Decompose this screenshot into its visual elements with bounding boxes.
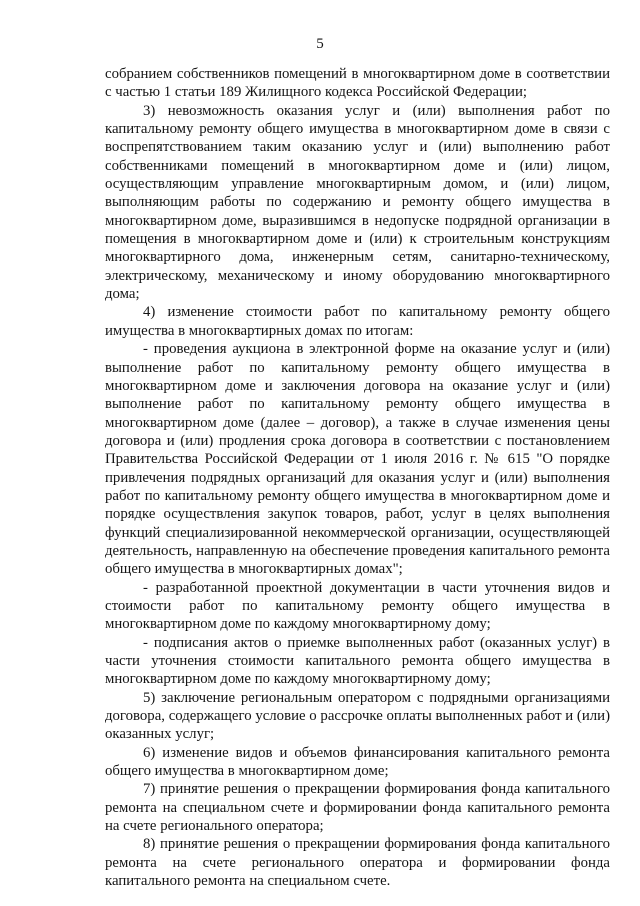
paragraph-subitem-acceptance-acts: - подписания актов о приемке выполненных работ (оказанных услуг) в части уточнения стоимости капитального ремонта общего имущества в многоквартирном доме по каждому многоквартирному дому;	[105, 634, 610, 688]
paragraph-item-7: 7) принятие решения о прекращении формирования фонда капитального ремонта на специальном счете и формировании фонда капитального ремонта на счете регионального оператора;	[105, 781, 610, 835]
paragraph-item-6: 6) изменение видов и объемов финансирования капитального ремонта общего имущества в многоквартирном доме;	[105, 744, 610, 780]
paragraph-item-8: 8) принятие решения о прекращении формирования фонда капитального ремонта на счете регионального оператора и формировании фонда капитального ремонта на специальном счете.	[105, 836, 610, 890]
paragraph-item-5: 5) заключение региональным оператором с подрядными организациями договора, содержащего условие о рассрочке оплаты выполненных работ и (или) оказанных услуг;	[105, 689, 610, 743]
paragraph-subitem-auction: - проведения аукциона в электронной форме на оказание услуг и (или) выполнение работ по капитальному ремонту общего имущества в многоквартирном доме и заключения договора на оказание услуг и (или) выполнение работ по капитальному ремонту общего имущества в многоквартирном доме (далее – договор), а также в случае изменения цены договора и (или) продления срока договора в соответствии с постановлением Правительства Российской Федерации от 1 июля 2016 г. № 615 "О порядке привлечения подрядных организаций для оказания услуг и (или) выполнения работ по капитальному ремонту общего имущества в многоквартирном доме и порядке осуществления закупок товаров, работ, услуг в целях выполнения функций специализированной некоммерческой организации, осуществляющей деятельность, направленную на обеспечение проведения капитального ремонта общего имущества в многоквартирных домах";	[105, 341, 610, 578]
paragraph-subitem-project-docs: - разработанной проектной документации в части уточнения видов и стоимости работ по капитальному ремонту общего имущества в многоквартирном доме по каждому многоквартирному дому;	[105, 579, 610, 633]
paragraph-item-3: 3) невозможность оказания услуг и (или) выполнения работ по капитальному ремонту общего имущества в многоквартирном доме в связи с воспрепятствованием таким оказанию услуг и (или) выполнению работ собственниками помещений в многоквартирном доме и (или) лицом, осуществляющим управление многоквартирным домом, и (или) лицом, выполняющим работы по содержанию и ремонту общего имущества в многоквартирном доме, выразившимся в недопуске подрядной организации в помещения в многоквартирном доме и (или) к строительным конструкциям многоквартирного дома, инженерным сетям, санитарно-техническому, электрическому, механическому и иному оборудованию многоквартирного дома;	[105, 102, 610, 303]
paragraph-item-4: 4) изменение стоимости работ по капитальному ремонту общего имущества в многоквартирных домах по итогам:	[105, 304, 610, 339]
page-number: 5	[316, 36, 324, 52]
document-body	[105, 65, 610, 890]
paragraph-continuation: собранием собственников помещений в многоквартирном доме в соответствии с частью 1 статьи 189 Жилищного кодекса Российской Федерации;	[105, 66, 610, 101]
